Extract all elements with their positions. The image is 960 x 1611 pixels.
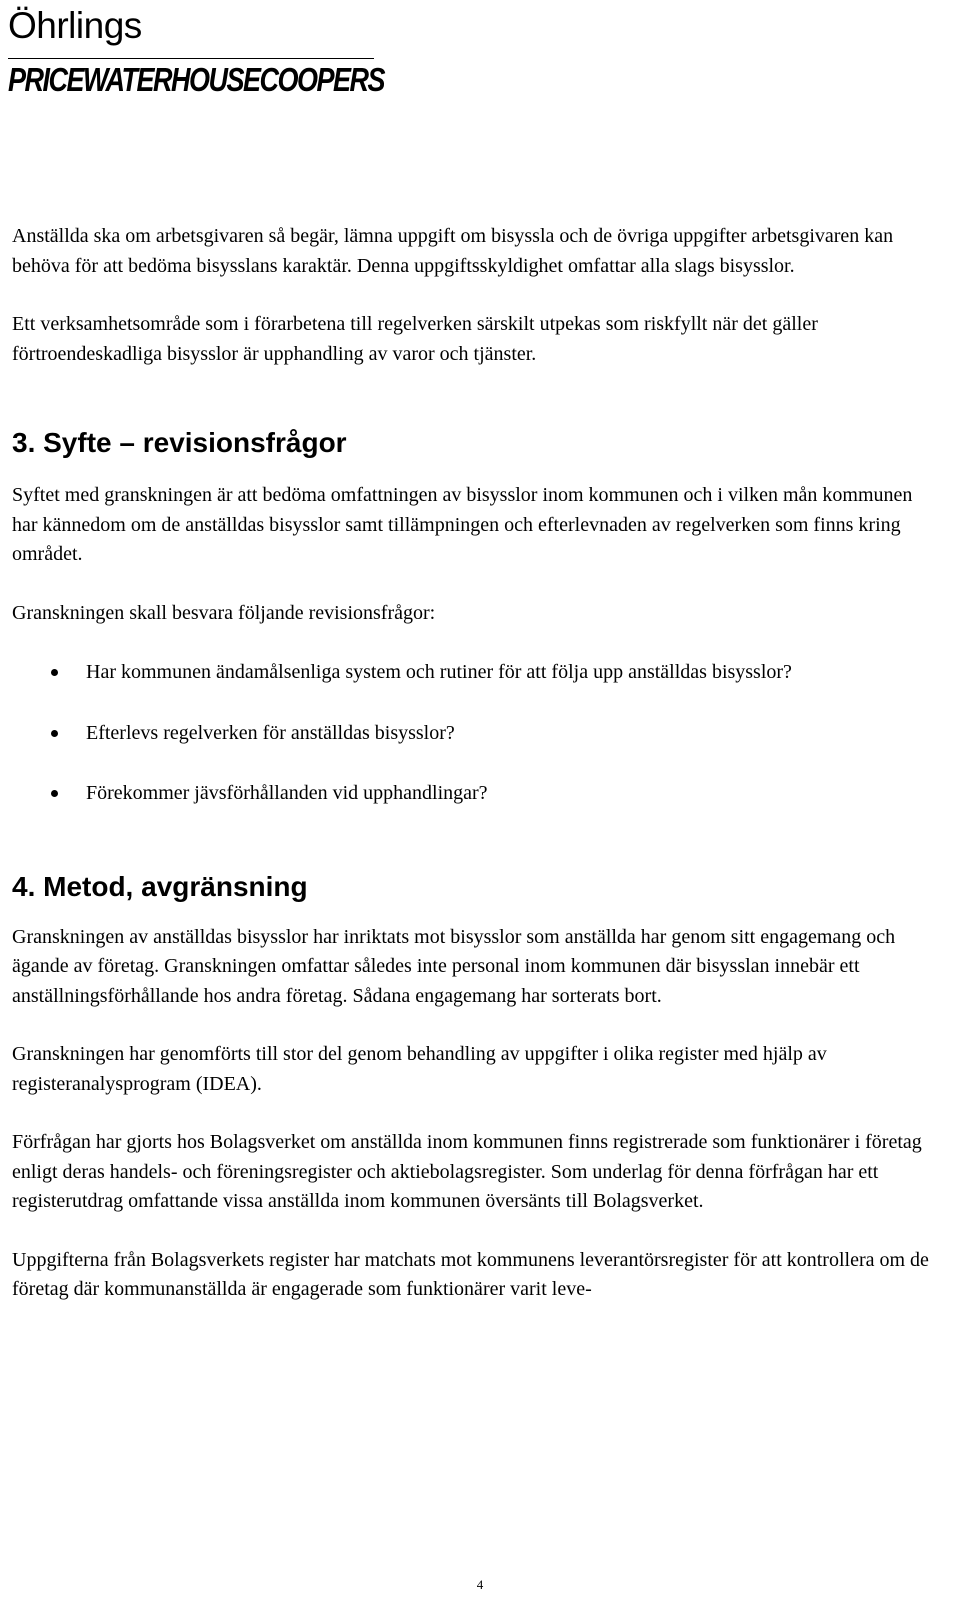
company-logo bbox=[8, 5, 385, 99]
list-item-text: Har kommunen ändamålsenliga system och rutiner för att följa upp anställdas bisysslor? bbox=[86, 661, 792, 683]
intro-paragraph-1: Anställda ska om arbetsgivaren så begär, lämna uppgift om bisyssla och de övriga uppgifter arbetsgivaren kan behöva för att bedöma bisysslans karaktär. Denna uppgiftsskyldighet omfattar alla slags bisysslor. bbox=[12, 225, 894, 277]
intro-paragraph-2: Ett verksamhetsområde som i förarbetena till regelverken särskilt utpekas som riskfyllt när det gäller förtroendeskadliga bisysslor är upphandling av varor och tjänster. bbox=[12, 313, 818, 365]
section-4-paragraph-3: Förfrågan har gjorts hos Bolagsverket om anställda inom kommunen finns registrerade som funktionärer i företag enligt deras handels- och föreningsregister och aktiebolagsregister. Som underlag för denna förfrågan har ett registerutdrag omfattande vissa anställda inom kommunen översänts till Bolagsverket. bbox=[12, 1131, 922, 1212]
page-number: 4 bbox=[476, 1577, 484, 1592]
bullet-icon bbox=[51, 669, 58, 676]
section-4-paragraph-1: Granskningen av anställdas bisysslor har inriktats mot bisysslor som anställda har genom sitt engagemang och ägande av företag. Granskningen omfattar således inte personal inom kommunen där bisysslan innebär ett anställningsförhållande hos andra företag. Sådana engagemang har sorterats bort. bbox=[12, 925, 896, 1007]
list-item-text: Förekommer jävsförhållanden vid upphandlingar? bbox=[86, 782, 488, 804]
document-body bbox=[12, 222, 942, 1305]
section-heading-syfte: 3. Syfte – revisionsfrågor bbox=[12, 427, 347, 458]
logo-pwc-text: PRICEWATERHOUSECOOPERS bbox=[8, 61, 385, 99]
section-4-paragraph-2: Granskningen har genomförts till stor del genom behandling av uppgifter i olika register med hjälp av registeranalysprogram (IDEA). bbox=[12, 1043, 827, 1095]
section-heading-metod: 4. Metod, avgränsning bbox=[12, 870, 308, 902]
section-3-paragraph-2: Granskningen skall besvara följande revisionsfrågor: bbox=[12, 601, 436, 624]
section-4-paragraph-4: Uppgifterna från Bolagsverkets register har matchats mot kommunens leverantörsregister för att kontrollera om de företag där kommunanställda är engagerade som funktionärer varit leve- bbox=[12, 1248, 929, 1300]
logo-ohrlings-text: Öhrlings bbox=[8, 5, 142, 46]
section-3-paragraph-1: Syftet med granskningen är att bedöma omfattningen av bisysslor inom kommunen och i vilken mån kommunen har kännedom om de anställdas bisysslor samt tillämpningen och efterlevnaden av regelverken som finns kring området. bbox=[12, 484, 913, 565]
bullet-icon bbox=[51, 730, 58, 737]
logo-pwc-row bbox=[8, 61, 385, 99]
list-item bbox=[12, 658, 926, 688]
list-item-text: Efterlevs regelverken för anställdas bisysslor? bbox=[86, 721, 455, 744]
list-item bbox=[12, 719, 926, 749]
revision-questions-list bbox=[12, 658, 942, 809]
logo-divider bbox=[8, 58, 374, 59]
list-item bbox=[12, 779, 926, 809]
bullet-icon bbox=[51, 790, 58, 797]
